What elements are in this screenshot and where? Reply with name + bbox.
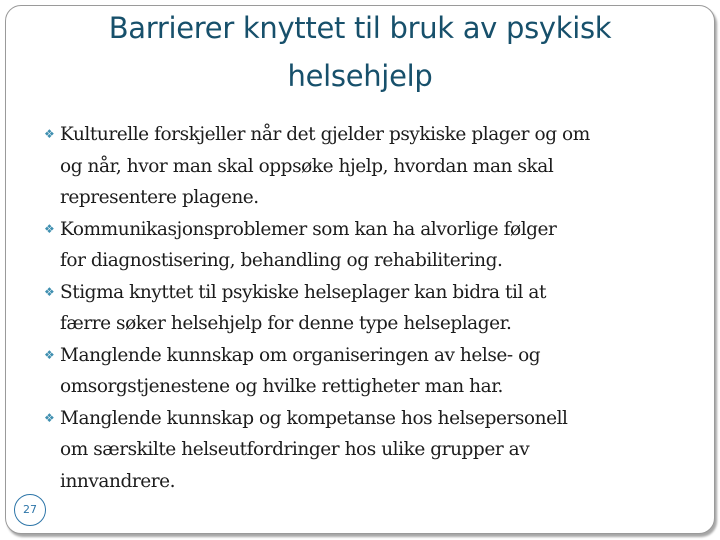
bullet-line: representere plagene. xyxy=(60,187,259,208)
bullet-line: om særskilte helseutfordringer hos ulike grupper av xyxy=(60,439,530,460)
bullet-line: Manglende kunnskap og kompetanse hos helsepersonell xyxy=(60,407,568,429)
title-line-2: helsehjelp xyxy=(287,59,433,93)
bullet-line: og når, hvor man skal oppsøke hjelp, hvordan man skal xyxy=(60,155,554,177)
page-number-badge: 27 xyxy=(14,494,46,526)
bullet-line: Kommunikasjonsproblemer som kan ha alvorlige følger xyxy=(60,218,557,240)
bullet-line: Kulturelle forskjeller når det gjelder psykiske plager og om xyxy=(60,124,590,145)
bullet-item-stigma xyxy=(44,277,684,340)
bullet-item-health-personnel-competence xyxy=(44,403,684,498)
bullet-line: innvandrere. xyxy=(60,470,176,492)
bullet-item-organisation-knowledge xyxy=(44,340,684,403)
diamond-bullet-icon: ❖ xyxy=(44,127,55,141)
bullet-line: færre søker helsehjelp for denne type helseplager. xyxy=(60,313,512,334)
title-line-1: Barrierer knyttet til bruk av psykisk xyxy=(108,11,612,45)
bullet-line: Manglende kunnskap om organiseringen av helse- og xyxy=(60,344,541,366)
diamond-bullet-icon: ❖ xyxy=(44,347,55,362)
bullet-line: Stigma knyttet til psykiske helseplager kan bidra til at xyxy=(60,281,546,303)
diamond-bullet-icon: ❖ xyxy=(44,284,55,299)
bullet-line: for diagnostisering, behandling og rehabilitering. xyxy=(60,250,503,271)
slide-title xyxy=(20,4,700,100)
bullet-item-cultural-differences xyxy=(44,119,684,214)
bullet-line: omsorgstjenestene og hvilke rettigheter man har. xyxy=(60,376,503,397)
diamond-bullet-icon: ❖ xyxy=(44,410,55,425)
diamond-bullet-icon: ❖ xyxy=(44,221,55,236)
bullet-item-communication-problems xyxy=(44,214,684,277)
bullet-list xyxy=(44,119,684,497)
